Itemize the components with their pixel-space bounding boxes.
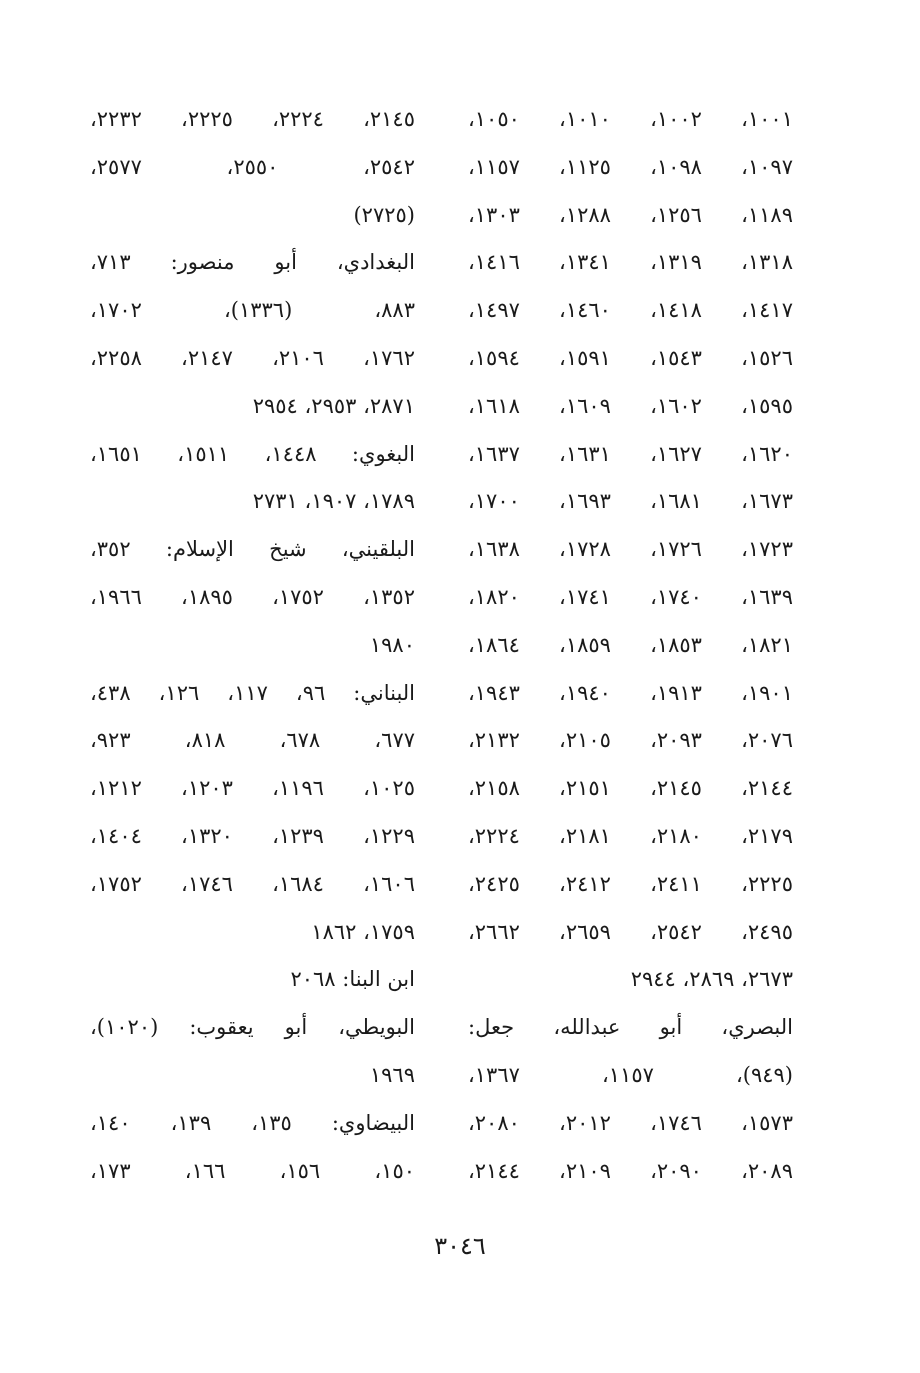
index-line: ١٧٢٣، ١٧٢٦، ١٧٢٨، ١٦٣٨، [468,537,793,562]
index-line: البناني: ٩٦، ١١٧، ١٢٦، ٤٣٨، [90,680,415,705]
index-line: ٢٦٧٣، ٢٨٦٩، ٢٩٤٤ [630,967,793,992]
index-line: ١٥٩٥، ١٦٠٢، ١٦٠٩، ١٦١٨، [468,393,793,418]
index-line: ١٤١٧، ١٤١٨، ١٤٦٠، ١٤٩٧، [468,298,793,323]
index-line: ١٩٦٩ [369,1062,415,1087]
index-line: ١٠٠١، ١٠٠٢، ١٠١٠، ١٠٥٠، [468,107,793,131]
index-line: ١٧٨٩، ١٩٠٧، ٢٧٣١ [252,489,415,514]
index-line: ١٩٠١، ١٩١٣، ١٩٤٠، ١٩٤٣، [468,680,793,705]
index-line: ١٧٥٩، ١٨٦٢ [311,919,415,944]
index-line: ١٨٢١، ١٨٥٣، ١٨٥٩، ١٨٦٤، [468,632,793,657]
index-line: ١٦٧٣، ١٦٨١، ١٦٩٣، ١٧٠٠، [468,489,793,514]
index-line: ٢٤٩٥، ٢٥٤٢، ٢٦٥٩، ٢٦٦٢، [468,919,793,944]
index-line: ٢٨٧١، ٢٩٥٣، ٢٩٥٤ [252,393,415,418]
index-line: (٢٧٢٥) [353,202,415,227]
index-line: ١٦٢٠، ١٦٢٧، ١٦٣١، ١٦٣٧، [468,441,793,466]
index-line: ٢١٤٥، ٢٢٢٤، ٢٢٢٥، ٢٢٣٢، [90,107,415,131]
index-line: البلقيني، شيخ الإسلام: ٣٥٢، [90,537,415,562]
index-line: ١٥٢٦، ١٥٤٣، ١٥٩١، ١٥٩٤، [468,345,793,370]
index-line: ١٥٧٣، ١٧٤٦، ٢٠١٢، ٢٠٨٠، [468,1110,793,1135]
page-number: ٣٠٤٦ [434,1232,486,1260]
index-line: ١٦٠٦، ١٦٨٤، ١٧٤٦، ١٧٥٢، [90,871,415,896]
index-line: ١٦٣٩، ١٧٤٠، ١٧٤١، ١٨٢٠، [468,584,793,609]
index-line: ١٧٦٢، ٢١٠٦، ٢١٤٧، ٢٢٥٨، [90,345,415,370]
index-line: ابن البنا: ٢٠٦٨ [290,967,415,992]
index-line: البويطي، أبو يعقوب: (١٠٢٠)، [90,1015,415,1040]
index-line: البغوي: ١٤٤٨، ١٥١١، ١٦٥١، [90,441,415,466]
index-column-first [468,96,793,1195]
index-line: ١١٨٩، ١٢٥٦، ١٢٨٨، ١٣٠٣، [468,202,793,227]
index-line: ٨٨٣، (١٣٣٦)، ١٧٠٢، [90,298,415,323]
index-line: ٢٥٤٢، ٢٥٥٠، ٢٥٧٧، [90,154,415,179]
index-line: ١٥٠، ١٥٦، ١٦٦، ١٧٣، [90,1158,415,1183]
index-line: البصري، أبو عبدالله، جعل: [468,1015,793,1040]
index-line: ٦٧٧، ٦٧٨، ٨١٨، ٩٢٣، [90,728,415,753]
index-line: (٩٤٩)، ١١٥٧، ١٣٦٧، [468,1062,793,1087]
index-line: ١٣١٨، ١٣١٩، ١٣٤١، ١٤١٦، [468,250,793,275]
index-line: البغدادي، أبو منصور: ٧١٣، [90,250,415,275]
index-line: ٢٠٧٦، ٢٠٩٣، ٢١٠٥، ٢١٣٢، [468,728,793,753]
index-line: ٢١٧٩، ٢١٨٠، ٢١٨١، ٢٢٢٤، [468,823,793,848]
index-line: ١٢٢٩، ١٢٣٩، ١٣٢٠، ١٤٠٤، [90,823,415,848]
index-line: ٢٢٢٥، ٢٤١١، ٢٤١٢، ٢٤٢٥، [468,871,793,896]
index-line: ١٠٢٥، ١١٩٦، ١٢٠٣، ١٢١٢، [90,776,415,801]
index-line: ١٣٥٢، ١٧٥٢، ١٨٩٥، ١٩٦٦، [90,584,415,609]
index-line: ١٩٨٠ [369,632,415,657]
index-line: ٢٠٨٩، ٢٠٩٠، ٢١٠٩، ٢١٤٤، [468,1158,793,1183]
index-line: ١٠٩٧، ١٠٩٨، ١١٢٥، ١١٥٧، [468,154,793,179]
index-line: البيضاوي: ١٣٥، ١٣٩، ١٤٠، [90,1110,415,1135]
index-line: ٢١٤٤، ٢١٤٥، ٢١٥١، ٢١٥٨، [468,776,793,801]
index-column-second [90,96,415,1195]
